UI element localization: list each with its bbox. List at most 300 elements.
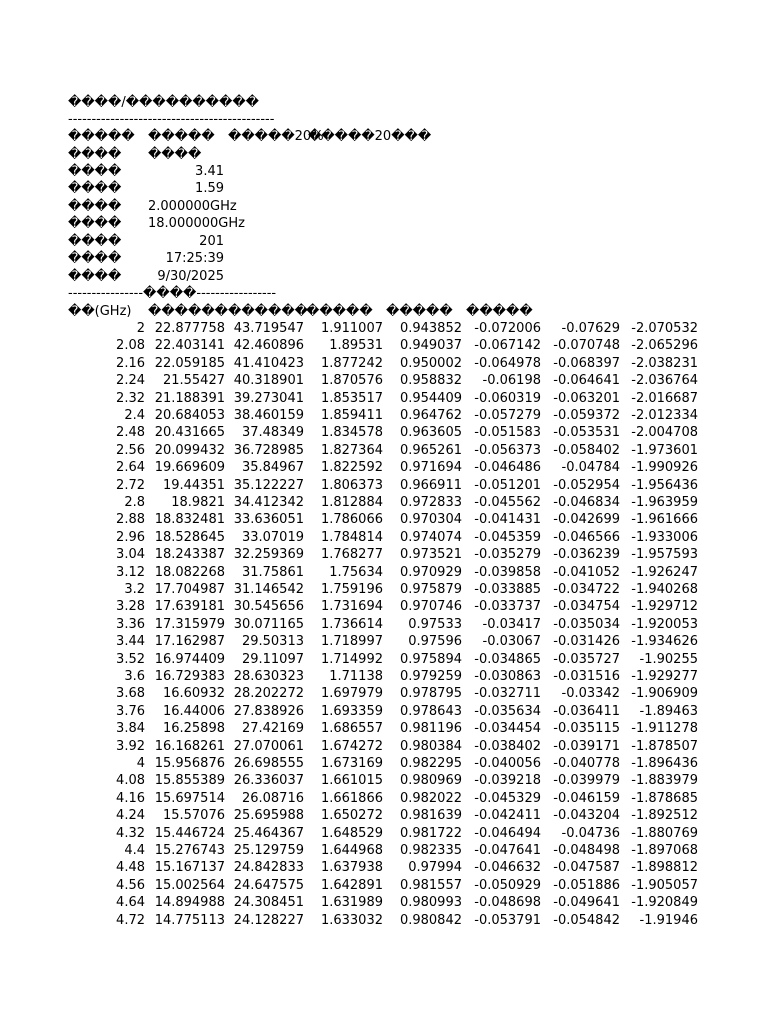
col-3-cell: 1.853517 <box>320 390 383 406</box>
col-3-cell: 1.693359 <box>320 703 383 719</box>
col-7-cell: -1.892512 <box>631 808 698 824</box>
col-6-cell: -0.058402 <box>553 442 620 458</box>
col-4-cell: 0.964762 <box>399 408 462 423</box>
col-1-cell: 15.167137 <box>154 860 225 876</box>
col-7-cell: -2.065296 <box>631 338 698 354</box>
col-6-cell: -0.052954 <box>553 477 620 493</box>
table-row <box>0 790 768 807</box>
table-row <box>0 772 768 789</box>
col-2-cell: 34.412342 <box>233 495 304 510</box>
table-row <box>0 337 768 354</box>
col-3-cell: 1.686557 <box>320 721 383 737</box>
col-2-cell: 26.08716 <box>241 790 304 806</box>
section-rule: ----------------����----------------- <box>68 286 277 301</box>
col-6-cell: -0.031426 <box>553 634 620 650</box>
table-row <box>0 355 768 372</box>
col-1-cell: 14.775113 <box>154 912 225 928</box>
col-5-cell: -0.03067 <box>482 634 541 650</box>
col-2-cell: 27.070061 <box>233 738 304 754</box>
col-7-cell: -2.004708 <box>631 425 698 441</box>
col-4-cell: 0.949037 <box>399 338 462 354</box>
col-4-cell: 0.97596 <box>408 634 462 650</box>
col-5-cell: -0.033885 <box>474 582 541 597</box>
col-1-cell: 21.188391 <box>154 390 225 406</box>
col-3-cell: 1.736614 <box>320 616 383 632</box>
col-1-cell: 15.57076 <box>162 808 225 824</box>
col-7-cell: -1.990926 <box>631 460 698 476</box>
col-6-cell: -0.049641 <box>553 895 620 911</box>
column-header-frequency: ��(GHz) <box>68 304 132 319</box>
col-4-cell: 0.982335 <box>399 843 462 858</box>
freq-cell: 3.84 <box>116 721 145 737</box>
col-5-cell: -0.041431 <box>474 512 541 528</box>
col-1-cell: 15.956876 <box>154 756 225 771</box>
meta-header-col-3: �����20% <box>228 129 324 144</box>
col-6-cell: -0.046566 <box>553 529 620 545</box>
col-2-cell: 26.698555 <box>233 756 304 771</box>
col-5-cell: -0.050929 <box>474 877 541 893</box>
col-5-cell: -0.035279 <box>474 547 541 563</box>
meta-label: ���� <box>68 181 122 196</box>
col-6-cell: -0.039171 <box>553 738 620 754</box>
col-6-cell: -0.053531 <box>553 425 620 441</box>
col-5-cell: -0.034865 <box>474 651 541 667</box>
col-2-cell: 26.336037 <box>233 773 304 789</box>
freq-cell: 4.16 <box>116 790 145 806</box>
col-6-cell: -0.043204 <box>553 808 620 824</box>
col-2-cell: 28.202272 <box>233 686 304 702</box>
col-6-cell: -0.046834 <box>553 495 620 510</box>
freq-cell: 3.36 <box>116 616 145 632</box>
table-row <box>0 738 768 755</box>
col-7-cell: -1.911278 <box>631 721 698 737</box>
col-6-cell: -0.051886 <box>553 877 620 893</box>
col-5-cell: -0.048698 <box>474 895 541 911</box>
col-1-cell: 14.894988 <box>154 895 225 911</box>
col-4-cell: 0.973521 <box>399 547 462 563</box>
freq-cell: 3.04 <box>116 547 145 563</box>
col-3-cell: 1.75634 <box>329 564 383 580</box>
col-2-cell: 31.146542 <box>233 582 304 597</box>
meta-value: ���� <box>148 147 202 162</box>
col-6-cell: -0.068397 <box>553 355 620 371</box>
meta-value: 9/30/2025 <box>157 269 224 284</box>
freq-cell: 3.12 <box>116 564 145 580</box>
col-7-cell: -1.933006 <box>631 529 698 545</box>
column-header: ������ <box>228 304 308 319</box>
col-5-cell: -0.045359 <box>474 529 541 545</box>
col-6-cell: -0.035727 <box>553 651 620 667</box>
col-2-cell: 28.630323 <box>233 669 304 684</box>
col-4-cell: 0.978795 <box>399 686 462 702</box>
col-5-cell: -0.039218 <box>474 773 541 789</box>
freq-cell: 4.56 <box>116 877 145 893</box>
col-4-cell: 0.979259 <box>399 669 462 684</box>
col-1-cell: 15.276743 <box>154 843 225 858</box>
meta-label: ���� <box>68 199 122 214</box>
table-row <box>0 564 768 581</box>
freq-cell: 2.24 <box>116 373 145 389</box>
meta-value: 17:25:39 <box>165 251 224 266</box>
col-5-cell: -0.051201 <box>474 477 541 493</box>
col-5-cell: -0.033737 <box>474 599 541 615</box>
freq-cell: 2.08 <box>116 338 145 354</box>
col-2-cell: 40.318901 <box>233 373 304 389</box>
freq-cell: 2.72 <box>116 477 145 493</box>
meta-value: 1.59 <box>195 181 224 196</box>
col-1-cell: 18.243387 <box>154 547 225 563</box>
col-1-cell: 17.315979 <box>154 616 225 632</box>
col-2-cell: 33.07019 <box>241 529 304 545</box>
col-4-cell: 0.970746 <box>399 599 462 615</box>
col-6-cell: -0.03342 <box>561 686 620 702</box>
col-3-cell: 1.89531 <box>329 338 383 354</box>
col-4-cell: 0.981722 <box>399 825 462 841</box>
col-5-cell: -0.057279 <box>474 408 541 423</box>
col-3-cell: 1.650272 <box>320 808 383 824</box>
col-2-cell: 41.410423 <box>233 355 304 371</box>
freq-cell: 3.68 <box>116 686 145 702</box>
meta-value: 2.000000GHz <box>148 199 237 214</box>
col-2-cell: 25.464367 <box>233 825 304 841</box>
col-2-cell: 36.728985 <box>233 442 304 458</box>
table-row <box>0 494 768 511</box>
col-5-cell: -0.03417 <box>482 616 541 632</box>
col-4-cell: 0.982022 <box>399 790 462 806</box>
col-7-cell: -1.934626 <box>631 634 698 650</box>
col-4-cell: 0.943852 <box>399 321 462 336</box>
col-3-cell: 1.834578 <box>320 425 383 441</box>
col-1-cell: 20.099432 <box>154 442 225 458</box>
freq-cell: 2.4 <box>124 408 145 423</box>
col-3-cell: 1.674272 <box>320 738 383 754</box>
col-4-cell: 0.970929 <box>399 564 462 580</box>
meta-label: ���� <box>68 234 122 249</box>
col-7-cell: -2.012334 <box>631 408 698 423</box>
col-2-cell: 37.48349 <box>241 425 304 441</box>
col-4-cell: 0.97994 <box>408 860 462 876</box>
meta-label: ���� <box>68 216 122 231</box>
col-5-cell: -0.045562 <box>474 495 541 510</box>
freq-cell: 4.48 <box>116 860 145 876</box>
col-1-cell: 17.639181 <box>154 599 225 615</box>
col-4-cell: 0.963605 <box>399 425 462 441</box>
table-row <box>0 477 768 494</box>
freq-cell: 3.44 <box>116 634 145 650</box>
col-1-cell: 18.9821 <box>171 495 225 510</box>
col-6-cell: -0.042699 <box>553 512 620 528</box>
col-3-cell: 1.637938 <box>320 860 383 876</box>
col-6-cell: -0.036411 <box>553 703 620 719</box>
freq-cell: 2 <box>136 321 145 336</box>
table-row <box>0 685 768 702</box>
col-5-cell: -0.042411 <box>474 808 541 824</box>
column-header: ����� <box>306 304 373 319</box>
col-4-cell: 0.980993 <box>399 895 462 911</box>
col-4-cell: 0.980384 <box>399 738 462 754</box>
meta-label: ���� <box>68 269 122 284</box>
table-row <box>0 807 768 824</box>
col-2-cell: 31.75861 <box>241 564 304 580</box>
col-4-cell: 0.958832 <box>399 373 462 389</box>
col-6-cell: -0.064641 <box>553 373 620 389</box>
col-3-cell: 1.714992 <box>320 651 383 667</box>
col-2-cell: 35.84967 <box>241 460 304 476</box>
col-4-cell: 0.975894 <box>399 651 462 667</box>
col-1-cell: 16.168261 <box>154 738 225 754</box>
table-row <box>0 668 768 685</box>
col-4-cell: 0.97533 <box>408 616 462 632</box>
col-5-cell: -0.040056 <box>474 756 541 771</box>
col-6-cell: -0.036239 <box>553 547 620 563</box>
col-5-cell: -0.064978 <box>474 355 541 371</box>
table-row <box>0 633 768 650</box>
table-row <box>0 842 768 859</box>
col-1-cell: 18.528645 <box>154 529 225 545</box>
col-6-cell: -0.034722 <box>553 582 620 597</box>
col-1-cell: 16.44006 <box>162 703 225 719</box>
col-5-cell: -0.034454 <box>474 721 541 737</box>
col-2-cell: 39.273041 <box>233 390 304 406</box>
col-7-cell: -2.070532 <box>631 321 698 336</box>
col-2-cell: 42.460896 <box>233 338 304 354</box>
freq-cell: 3.52 <box>116 651 145 667</box>
col-6-cell: -0.047587 <box>553 860 620 876</box>
col-5-cell: -0.053791 <box>474 912 541 928</box>
col-4-cell: 0.982295 <box>399 756 462 771</box>
col-6-cell: -0.039979 <box>553 773 620 789</box>
col-2-cell: 24.308451 <box>233 895 304 911</box>
col-5-cell: -0.035634 <box>474 703 541 719</box>
table-row <box>0 877 768 894</box>
col-7-cell: -1.880769 <box>631 825 698 841</box>
table-row <box>0 372 768 389</box>
table-row <box>0 703 768 720</box>
col-1-cell: 16.729383 <box>154 669 225 684</box>
col-5-cell: -0.032711 <box>474 686 541 702</box>
col-6-cell: -0.059372 <box>553 408 620 423</box>
table-row <box>0 894 768 911</box>
col-7-cell: -1.961666 <box>631 512 698 528</box>
freq-cell: 3.2 <box>124 582 145 597</box>
col-7-cell: -1.878507 <box>631 738 698 754</box>
col-2-cell: 24.647575 <box>233 877 304 893</box>
col-1-cell: 21.55427 <box>162 373 225 389</box>
table-row <box>0 616 768 633</box>
col-4-cell: 0.971694 <box>399 460 462 476</box>
col-5-cell: -0.039858 <box>474 564 541 580</box>
col-2-cell: 29.11097 <box>241 651 304 667</box>
col-7-cell: -1.905057 <box>631 877 698 893</box>
col-1-cell: 17.162987 <box>154 634 225 650</box>
col-4-cell: 0.972833 <box>399 495 462 510</box>
col-1-cell: 18.082268 <box>154 564 225 580</box>
col-2-cell: 27.838926 <box>233 703 304 719</box>
col-7-cell: -1.929712 <box>631 599 698 615</box>
freq-cell: 3.28 <box>116 599 145 615</box>
col-1-cell: 20.684053 <box>154 408 225 423</box>
col-4-cell: 0.975879 <box>399 582 462 597</box>
col-7-cell: -1.90255 <box>639 651 698 667</box>
table-row <box>0 581 768 598</box>
table-row <box>0 511 768 528</box>
separator-line: -------------------------------------------- <box>68 112 275 127</box>
col-1-cell: 16.60932 <box>162 686 225 702</box>
col-3-cell: 1.644968 <box>320 843 383 858</box>
col-4-cell: 0.954409 <box>399 390 462 406</box>
col-3-cell: 1.822592 <box>320 460 383 476</box>
col-5-cell: -0.030863 <box>474 669 541 684</box>
col-2-cell: 33.636051 <box>233 512 304 528</box>
table-row <box>0 546 768 563</box>
col-6-cell: -0.031516 <box>553 669 620 684</box>
col-7-cell: -1.91946 <box>639 912 698 928</box>
freq-cell: 4.32 <box>116 825 145 841</box>
col-7-cell: -2.036764 <box>631 373 698 389</box>
page-title: ����/���������� <box>68 95 260 110</box>
col-7-cell: -1.897068 <box>631 843 698 858</box>
col-6-cell: -0.070748 <box>553 338 620 354</box>
table-row <box>0 424 768 441</box>
col-2-cell: 35.122227 <box>233 477 304 493</box>
col-3-cell: 1.827364 <box>320 442 383 458</box>
freq-cell: 2.16 <box>116 355 145 371</box>
col-3-cell: 1.786066 <box>320 512 383 528</box>
col-4-cell: 0.981196 <box>399 721 462 737</box>
freq-cell: 2.48 <box>116 425 145 441</box>
col-1-cell: 22.877758 <box>154 321 225 336</box>
col-6-cell: -0.046159 <box>553 790 620 806</box>
col-5-cell: -0.056373 <box>474 442 541 458</box>
col-6-cell: -0.034754 <box>553 599 620 615</box>
col-2-cell: 25.129759 <box>233 843 304 858</box>
col-2-cell: 30.545656 <box>233 599 304 615</box>
col-4-cell: 0.980969 <box>399 773 462 789</box>
col-3-cell: 1.631989 <box>320 895 383 911</box>
freq-cell: 2.32 <box>116 390 145 406</box>
col-2-cell: 32.259369 <box>233 547 304 563</box>
col-4-cell: 0.965261 <box>399 442 462 458</box>
col-1-cell: 18.832481 <box>154 512 225 528</box>
col-1-cell: 16.25898 <box>162 721 225 737</box>
freq-cell: 2.64 <box>116 460 145 476</box>
meta-value: 201 <box>199 234 224 249</box>
col-6-cell: -0.035034 <box>553 616 620 632</box>
col-3-cell: 1.877242 <box>320 355 383 371</box>
table-row <box>0 390 768 407</box>
col-6-cell: -0.041052 <box>553 564 620 580</box>
meta-label: ���� <box>68 147 122 162</box>
col-1-cell: 17.704987 <box>154 582 225 597</box>
column-header: ����� <box>386 304 453 319</box>
col-1-cell: 22.059185 <box>154 355 225 371</box>
col-7-cell: -1.973601 <box>631 442 698 458</box>
col-3-cell: 1.661866 <box>320 790 383 806</box>
table-row <box>0 825 768 842</box>
col-4-cell: 0.966911 <box>399 477 462 493</box>
col-5-cell: -0.072006 <box>474 321 541 336</box>
meta-value: 18.000000GHz <box>148 216 245 231</box>
col-7-cell: -1.883979 <box>631 773 698 789</box>
col-3-cell: 1.697979 <box>320 686 383 702</box>
col-5-cell: -0.06198 <box>482 373 541 389</box>
col-7-cell: -1.906909 <box>631 686 698 702</box>
col-1-cell: 15.697514 <box>154 790 225 806</box>
col-7-cell: -2.038231 <box>631 355 698 371</box>
col-3-cell: 1.718997 <box>320 634 383 650</box>
freq-cell: 4.08 <box>116 773 145 789</box>
table-row <box>0 529 768 546</box>
freq-cell: 4.24 <box>116 808 145 824</box>
freq-cell: 2.88 <box>116 512 145 528</box>
col-4-cell: 0.974074 <box>399 529 462 545</box>
table-row <box>0 651 768 668</box>
col-2-cell: 25.695988 <box>233 808 304 824</box>
col-5-cell: -0.038402 <box>474 738 541 754</box>
col-5-cell: -0.046486 <box>474 460 541 476</box>
col-1-cell: 19.44351 <box>162 477 225 493</box>
col-3-cell: 1.806373 <box>320 477 383 493</box>
freq-cell: 3.92 <box>116 738 145 754</box>
freq-cell: 4.64 <box>116 895 145 911</box>
col-1-cell: 16.974409 <box>154 651 225 667</box>
col-3-cell: 1.71138 <box>329 669 383 684</box>
freq-cell: 3.76 <box>116 703 145 719</box>
column-header: ������ <box>148 304 228 319</box>
freq-cell: 4.4 <box>124 843 145 858</box>
col-7-cell: -1.898812 <box>631 860 698 876</box>
col-3-cell: 1.768277 <box>320 547 383 563</box>
table-row <box>0 720 768 737</box>
col-3-cell: 1.911007 <box>320 321 383 336</box>
col-6-cell: -0.04784 <box>561 460 620 476</box>
col-3-cell: 1.642891 <box>320 877 383 893</box>
col-2-cell: 24.842833 <box>233 860 304 876</box>
col-4-cell: 0.950002 <box>399 355 462 371</box>
col-6-cell: -0.048498 <box>553 843 620 858</box>
col-3-cell: 1.648529 <box>320 825 383 841</box>
col-3-cell: 1.759196 <box>320 582 383 597</box>
col-4-cell: 0.970304 <box>399 512 462 528</box>
col-4-cell: 0.980842 <box>399 912 462 928</box>
col-3-cell: 1.731694 <box>320 599 383 615</box>
table-row <box>0 859 768 876</box>
col-3-cell: 1.812884 <box>320 495 383 510</box>
col-7-cell: -1.940268 <box>631 582 698 597</box>
col-7-cell: -1.896436 <box>631 756 698 771</box>
col-6-cell: -0.035115 <box>553 721 620 737</box>
col-3-cell: 1.661015 <box>320 773 383 789</box>
col-1-cell: 20.431665 <box>154 425 225 441</box>
meta-header-col-4: �����20��� <box>308 129 432 144</box>
freq-cell: 2.96 <box>116 529 145 545</box>
table-row <box>0 407 768 424</box>
col-2-cell: 27.42169 <box>241 721 304 737</box>
col-6-cell: -0.040778 <box>553 756 620 771</box>
col-7-cell: -1.926247 <box>631 564 698 580</box>
table-row <box>0 912 768 929</box>
col-7-cell: -2.016687 <box>631 390 698 406</box>
freq-cell: 4 <box>136 756 145 771</box>
col-5-cell: -0.047641 <box>474 843 541 858</box>
col-5-cell: -0.046494 <box>474 825 541 841</box>
col-3-cell: 1.870576 <box>320 373 383 389</box>
col-4-cell: 0.978643 <box>399 703 462 719</box>
col-4-cell: 0.981557 <box>399 877 462 893</box>
meta-header-col-2: ����� <box>148 129 215 144</box>
col-3-cell: 1.673169 <box>320 756 383 771</box>
col-2-cell: 38.460159 <box>233 408 304 423</box>
